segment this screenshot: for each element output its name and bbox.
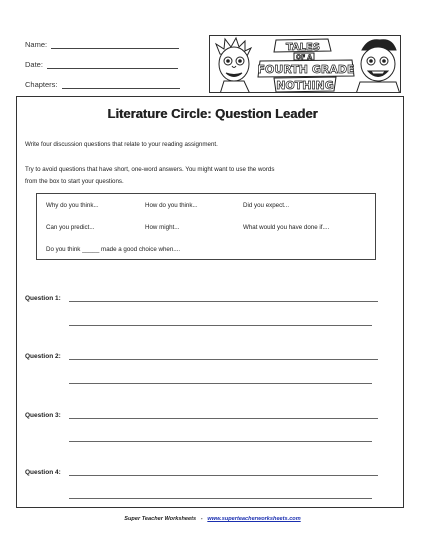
worksheet-title: Literature Circle: Question Leader [107, 106, 318, 121]
question-1-line[interactable] [69, 325, 372, 326]
question-3-line[interactable] [69, 418, 378, 419]
question-4-line[interactable] [69, 475, 378, 476]
instruction-line-2: Try to avoid questions that have short, one-word answers. You might want to use the words [25, 166, 275, 173]
footer [0, 516, 425, 522]
question-2-line[interactable] [69, 359, 378, 360]
stem-item: Did you expect... [243, 202, 290, 209]
question-2-label: Question 2: [25, 353, 61, 360]
stem-item: Can you predict... [46, 224, 95, 231]
logo-line3: FOURTH GRADE [257, 63, 355, 76]
question-4-line[interactable] [69, 498, 372, 499]
question-1-line[interactable] [69, 301, 378, 302]
question-4-label: Question 4: [25, 469, 61, 476]
stem-item: How might... [145, 224, 180, 231]
logo-line1: TALES [285, 42, 321, 53]
worksheet-frame [16, 96, 404, 508]
name-line[interactable] [51, 40, 179, 49]
question-2-line[interactable] [69, 383, 372, 384]
stem-item: How do you think... [145, 202, 198, 209]
stem-item: Why do you think... [46, 202, 99, 209]
footer-separator: - [200, 516, 203, 522]
date-line[interactable] [47, 60, 178, 69]
question-3-line[interactable] [69, 441, 372, 442]
instruction-line-1: Write four discussion questions that relate to your reading assignment. [25, 141, 218, 148]
right-boy-illustration [356, 40, 400, 93]
left-boy-illustration [216, 38, 251, 93]
name-field[interactable] [25, 40, 179, 49]
book-logo-art [210, 36, 401, 93]
date-label: Date: [25, 60, 43, 69]
logo-line2: OF A [296, 54, 312, 61]
chapters-field[interactable] [25, 80, 180, 89]
stem-item: What would you have done if.... [243, 224, 330, 231]
footer-publisher: Super Teacher Worksheets [124, 516, 197, 522]
stem-item: Do you think _____ made a good choice when.... [46, 246, 181, 253]
chapters-label: Chapters: [25, 80, 58, 89]
question-1-label: Question 1: [25, 295, 61, 302]
book-logo [209, 35, 401, 93]
instruction-line-3: from the box to start your questions. [25, 178, 124, 185]
date-field[interactable] [25, 60, 178, 69]
name-label: Name: [25, 40, 48, 49]
logo-line4: NOTHING [276, 79, 334, 92]
question-3-label: Question 3: [25, 412, 61, 419]
chapters-line[interactable] [62, 80, 180, 89]
footer-url-link[interactable]: www.superteacherworksheets.com [207, 516, 301, 522]
